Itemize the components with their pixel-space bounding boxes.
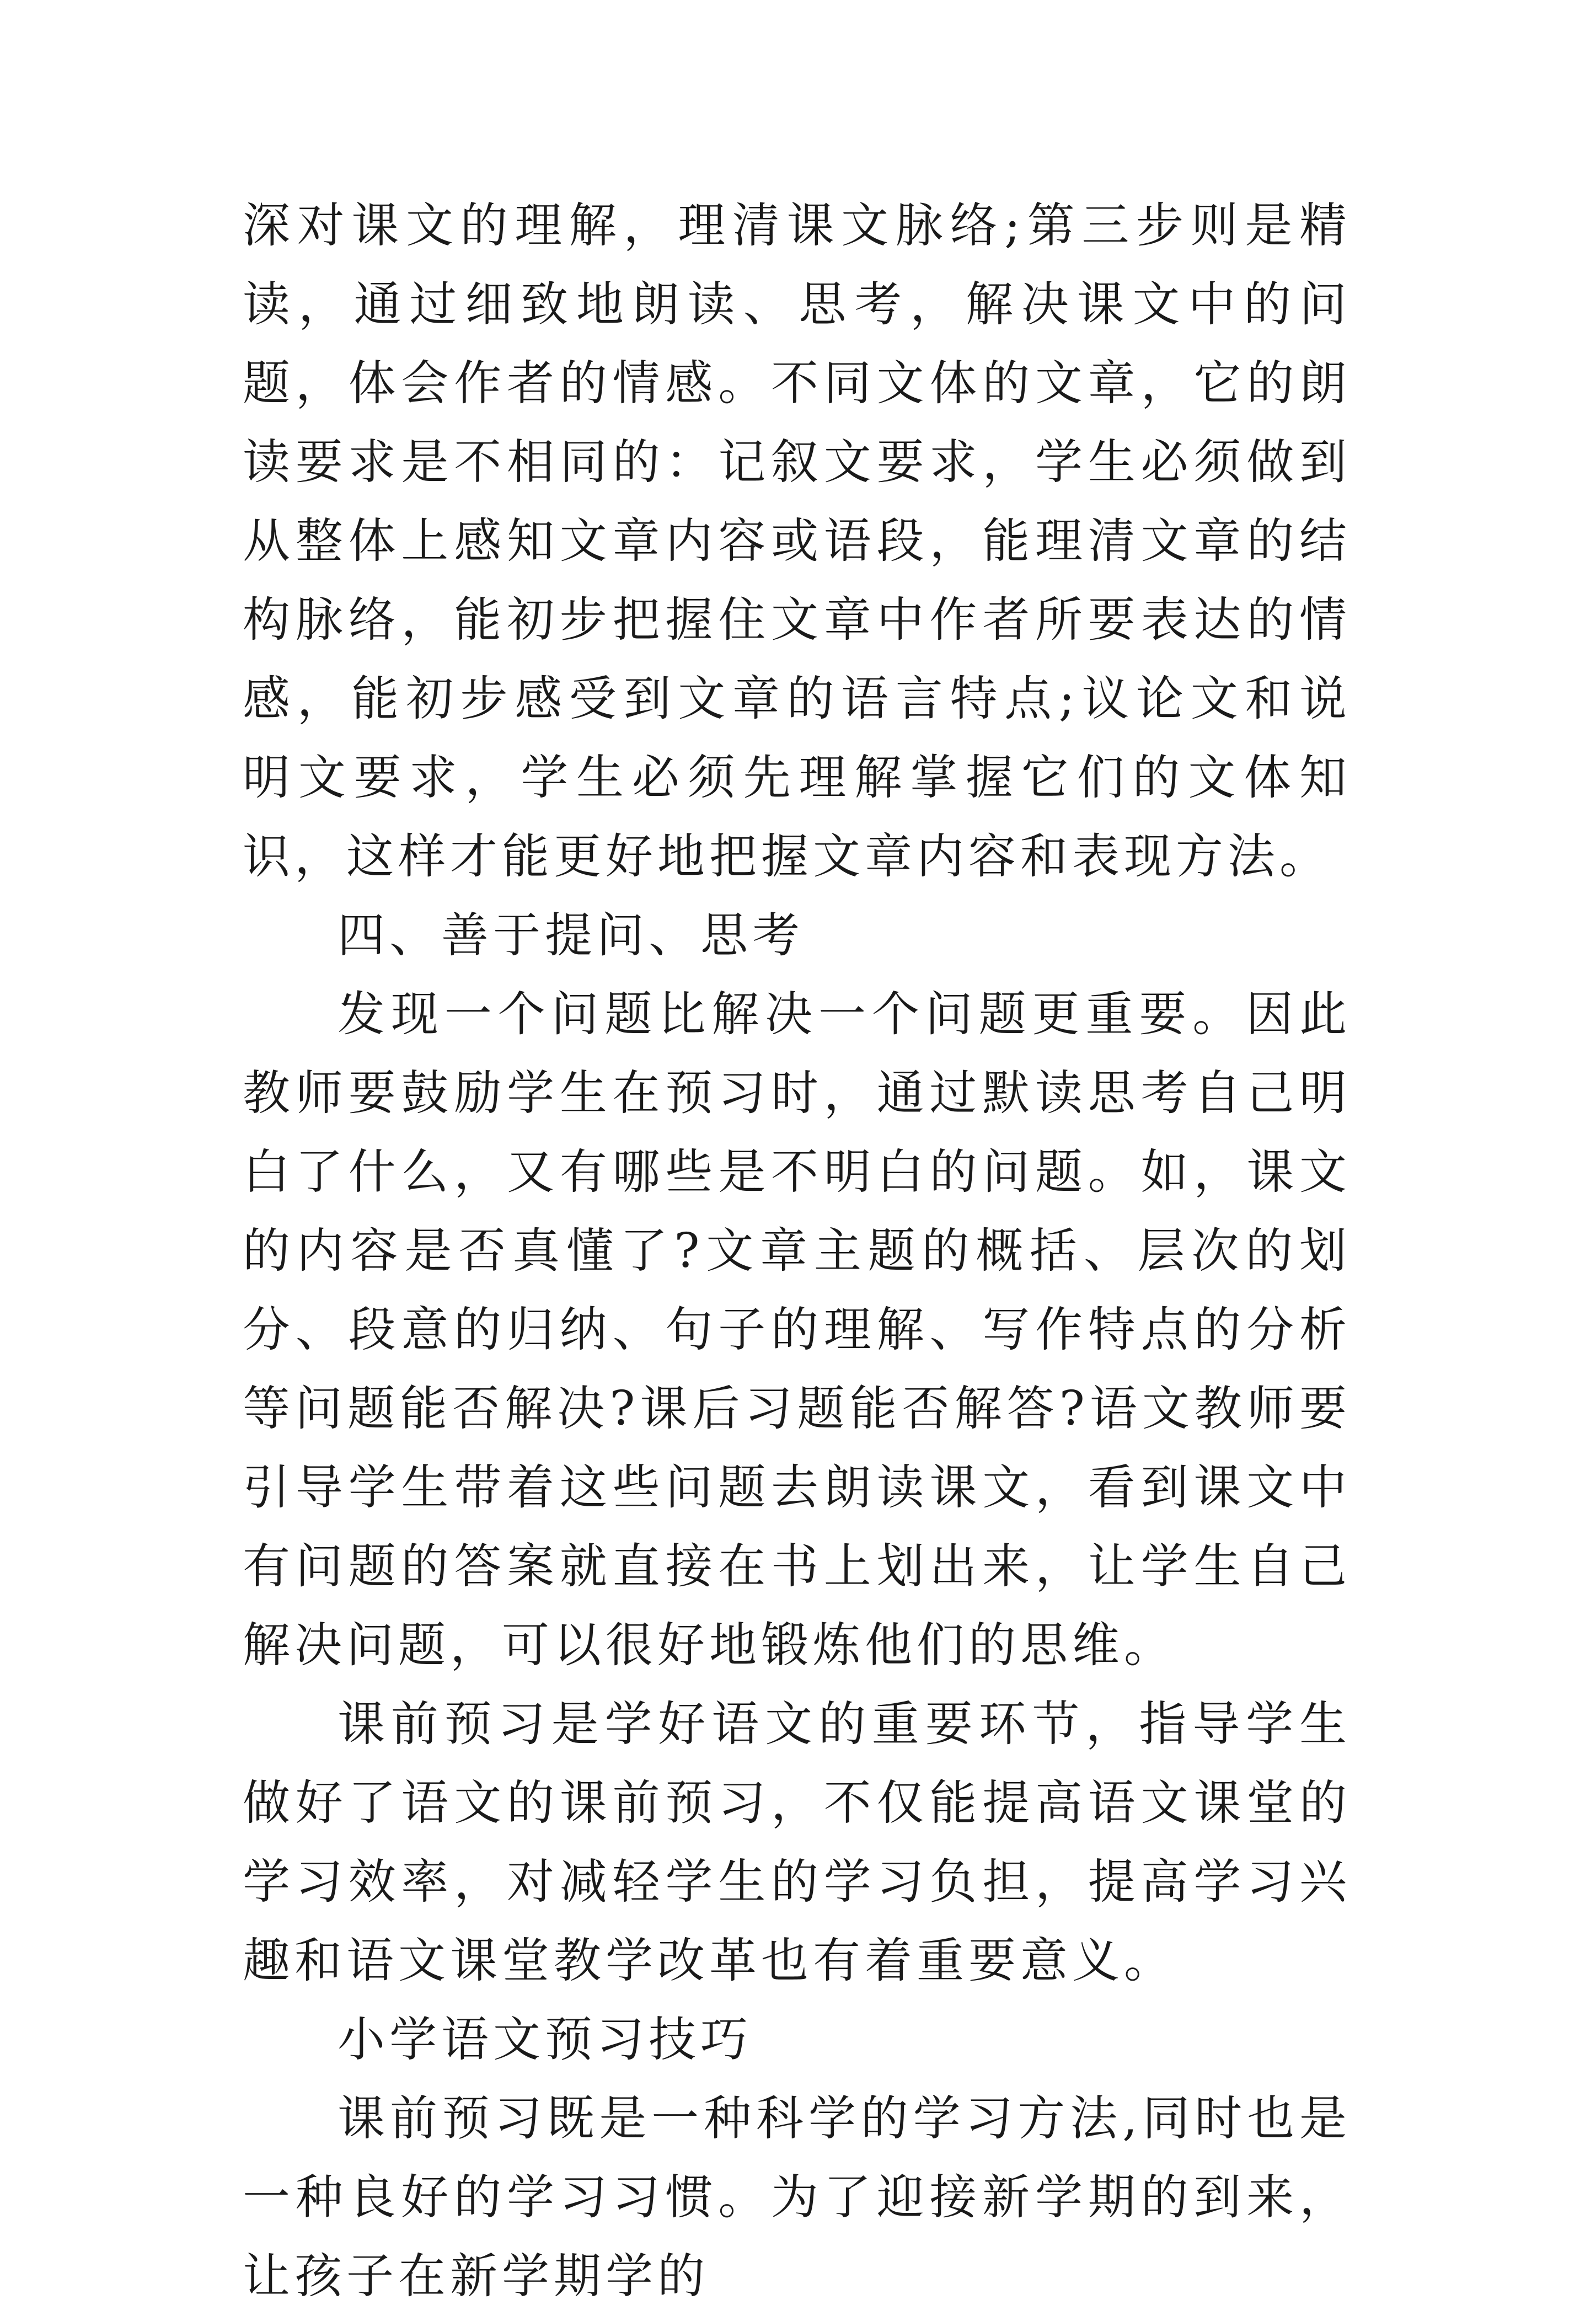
body-text [243,186,1351,2316]
paragraph: 发现一个问题比解决一个问题更重要。因此教师要鼓励学生在预习时，通过默读思考自己明白了什么，又有哪些是不明白的问题。如，课文的内容是否真懂了?文章主题的概括、层次的划分、段意的归纳、句子的理解、写作特点的分析等问题能否解决?课后习题能否解答?语文教师要引导学生带着这些问题去朗读课文，看到课文中有问题的答案就直接在书上划出来，让学生自己解决问题，可以很好地锻炼他们的思维。 [243,987,1351,1673]
paragraph: 课前预习既是一种科学的学习方法,同时也是一种良好的学习习惯。为了迎接新学期的到来，让孩子在新学期学的 [243,2091,1351,2304]
paragraph: 课前预习是学好语文的重要环节，指导学生做好了语文的课前预习，不仅能提高语文课堂的学习效率，对减轻学生的学习负担，提高学习兴趣和语文课堂教学改革也有着重要意义。 [243,1697,1351,1988]
section-heading-4: 四、善于提问、思考 [338,908,804,963]
paragraph-continuation: 深对课文的理解，理清课文脉络;第三步则是精读，通过细致地朗读、思考，解决课文中的问题，体会作者的情感。不同文体的文章，它的朗读要求是不相同的：记叙文要求，学生必须做到从整体上感知文章内容或语段，能理清文章的结构脉络，能初步把握住文章中作者所要表达的情感，能初步感受到文章的语言特点;议论文和说明文要求，学生必须先理解掌握它们的文体知识，这样才能更好地把握文章内容和表现方法。 [243,198,1351,884]
section-heading: 小学语文预习技巧 [338,2012,752,2067]
